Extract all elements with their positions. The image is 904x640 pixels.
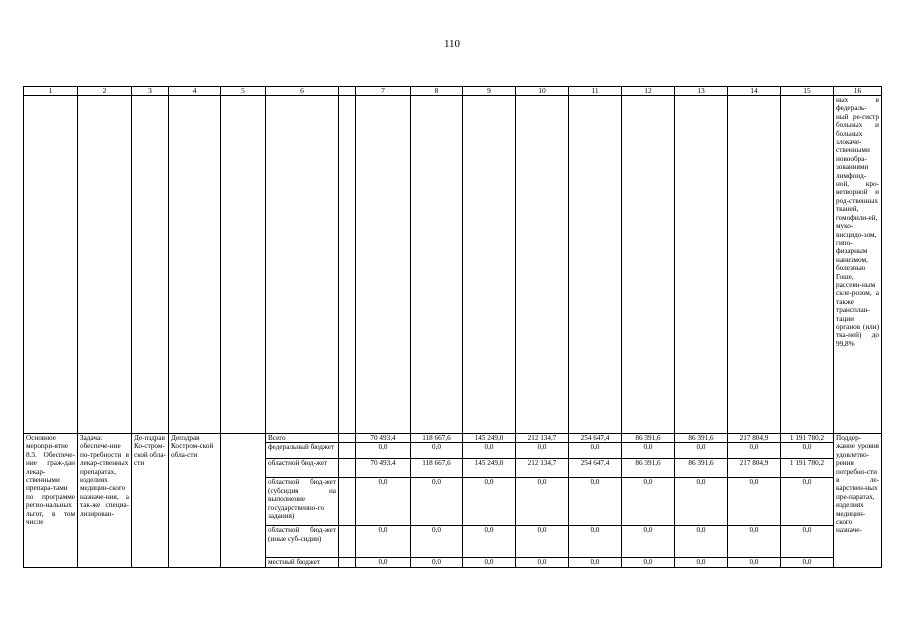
- funding-value: 0,0: [728, 478, 781, 526]
- funding-value: 86 391,6: [675, 434, 728, 443]
- column-number: 6: [266, 87, 339, 96]
- funding-value: 0,0: [781, 443, 834, 459]
- funding-value: 212 134,7: [516, 434, 569, 443]
- funding-value: 0,0: [356, 443, 411, 459]
- funding-value: 0,0: [781, 526, 834, 558]
- funding-value: 0,0: [463, 443, 516, 459]
- funding-value: 212 134,7: [516, 459, 569, 478]
- funding-value: 145 249,0: [463, 434, 516, 443]
- column-number: 12: [622, 87, 675, 96]
- funding-value: 0,0: [356, 526, 411, 558]
- funding-row: [24, 434, 882, 443]
- indicator-continuation: ных в федераль-ный ре-гистр больных и больных злокаче-ственными новообра-зованиями лимфоид-ной, кро-ветворной и род-ственных тканей, гемофили-ей, муко-висцидо-зом, гипо-физарным нанизмом, болезнью Гоше, рассеян-ным скле-розом, а также трансплан-тации органов (или) тка-ней) до 99,8%: [834, 96, 882, 434]
- funding-value: 0,0: [411, 558, 463, 567]
- continuation-row: [24, 96, 882, 434]
- column-number: 4: [169, 87, 221, 96]
- funding-value: 0,0: [675, 443, 728, 459]
- funding-value: 254 647,4: [569, 434, 622, 443]
- entry-col5: [221, 434, 266, 568]
- column-number: 16: [834, 87, 882, 96]
- column-number: 2: [78, 87, 132, 96]
- column-number: 5: [221, 87, 266, 96]
- column-number: 8: [411, 87, 463, 96]
- entry-col2: Задача: обеспече-ние по-требности в лекар-ственных препаратах, изделиях медицин-ского назначе-ния, а так-же специа-лизирован-: [78, 434, 132, 568]
- funding-value: 0,0: [463, 478, 516, 526]
- funding-value: 217 804,9: [728, 459, 781, 478]
- entry-col3: Де-пздрав Ко-стром-ской обла-сти: [132, 434, 169, 568]
- column-number: 7: [356, 87, 411, 96]
- funding-value: 86 391,6: [622, 459, 675, 478]
- funding-value: 217 804,9: [728, 434, 781, 443]
- funding-value: 0,0: [516, 443, 569, 459]
- funding-source: областной бюд-жет (субсидия на выполнение государственно-го задания): [266, 478, 339, 526]
- column-number: 10: [516, 87, 569, 96]
- funding-value: 86 391,6: [675, 459, 728, 478]
- funding-value: 86 391,6: [622, 434, 675, 443]
- funding-value: 70 493,4: [356, 434, 411, 443]
- funding-value: 0,0: [622, 558, 675, 567]
- funding-value: 0,0: [728, 558, 781, 567]
- funding-value: 1 191 780,2: [781, 459, 834, 478]
- program-table: [23, 86, 882, 568]
- funding-value: 70 493,4: [356, 459, 411, 478]
- entry-col16: Поддер-жание уровня удовлетво-рения потребно-сти в ле-карствен-ных пре-паратах, изделиях медицин-ского назначе-: [834, 434, 882, 568]
- funding-value: 1 191 780,2: [781, 434, 834, 443]
- funding-value: 0,0: [675, 526, 728, 558]
- funding-value: 0,0: [463, 558, 516, 567]
- funding-value: 0,0: [569, 526, 622, 558]
- funding-source: областной бюд-жет (иные суб-сидии): [266, 526, 339, 558]
- funding-value: 0,0: [411, 526, 463, 558]
- funding-value: 0,0: [622, 478, 675, 526]
- funding-value: 0,0: [411, 478, 463, 526]
- funding-value: 118 667,6: [411, 459, 463, 478]
- funding-value: 0,0: [675, 478, 728, 526]
- funding-value: 145 249,0: [463, 459, 516, 478]
- header-row: [24, 87, 882, 96]
- funding-value: 0,0: [516, 526, 569, 558]
- column-number: 11: [569, 87, 622, 96]
- funding-value: 0,0: [622, 443, 675, 459]
- funding-source: Всего: [266, 434, 339, 443]
- column-number: 1: [24, 87, 78, 96]
- funding-value: 0,0: [728, 526, 781, 558]
- column-number: [339, 87, 356, 96]
- page-number: 110: [443, 38, 461, 50]
- funding-value: 0,0: [728, 443, 781, 459]
- funding-value: 0,0: [781, 478, 834, 526]
- column-number: 14: [728, 87, 781, 96]
- funding-source: областной бюд-жет: [266, 459, 339, 478]
- funding-value: 0,0: [516, 478, 569, 526]
- funding-value: 0,0: [356, 558, 411, 567]
- funding-value: 0,0: [411, 443, 463, 459]
- funding-value: 0,0: [781, 558, 834, 567]
- column-number: 13: [675, 87, 728, 96]
- funding-value: 0,0: [463, 526, 516, 558]
- column-number: 15: [781, 87, 834, 96]
- entry-col4: Депздрав Костром-ской обла-сти: [169, 434, 221, 568]
- funding-value: 0,0: [622, 526, 675, 558]
- entry-col1: Основное меропри-ятие 8.3. Обеспече-ние граж-дан лекар-ственными препара-тами по программе регио-нальных льгот, в том числе: [24, 434, 78, 568]
- funding-source: федеральный бюджет: [266, 443, 339, 459]
- funding-value: 0,0: [356, 478, 411, 526]
- funding-value: 0,0: [569, 558, 622, 567]
- funding-value: 0,0: [569, 443, 622, 459]
- funding-value: 0,0: [516, 558, 569, 567]
- funding-value: 0,0: [569, 478, 622, 526]
- column-number: 9: [463, 87, 516, 96]
- column-number: 3: [132, 87, 169, 96]
- funding-value: 254 647,4: [569, 459, 622, 478]
- funding-value: 118 667,6: [411, 434, 463, 443]
- funding-value: 0,0: [675, 558, 728, 567]
- funding-source: местный бюджет: [266, 558, 339, 567]
